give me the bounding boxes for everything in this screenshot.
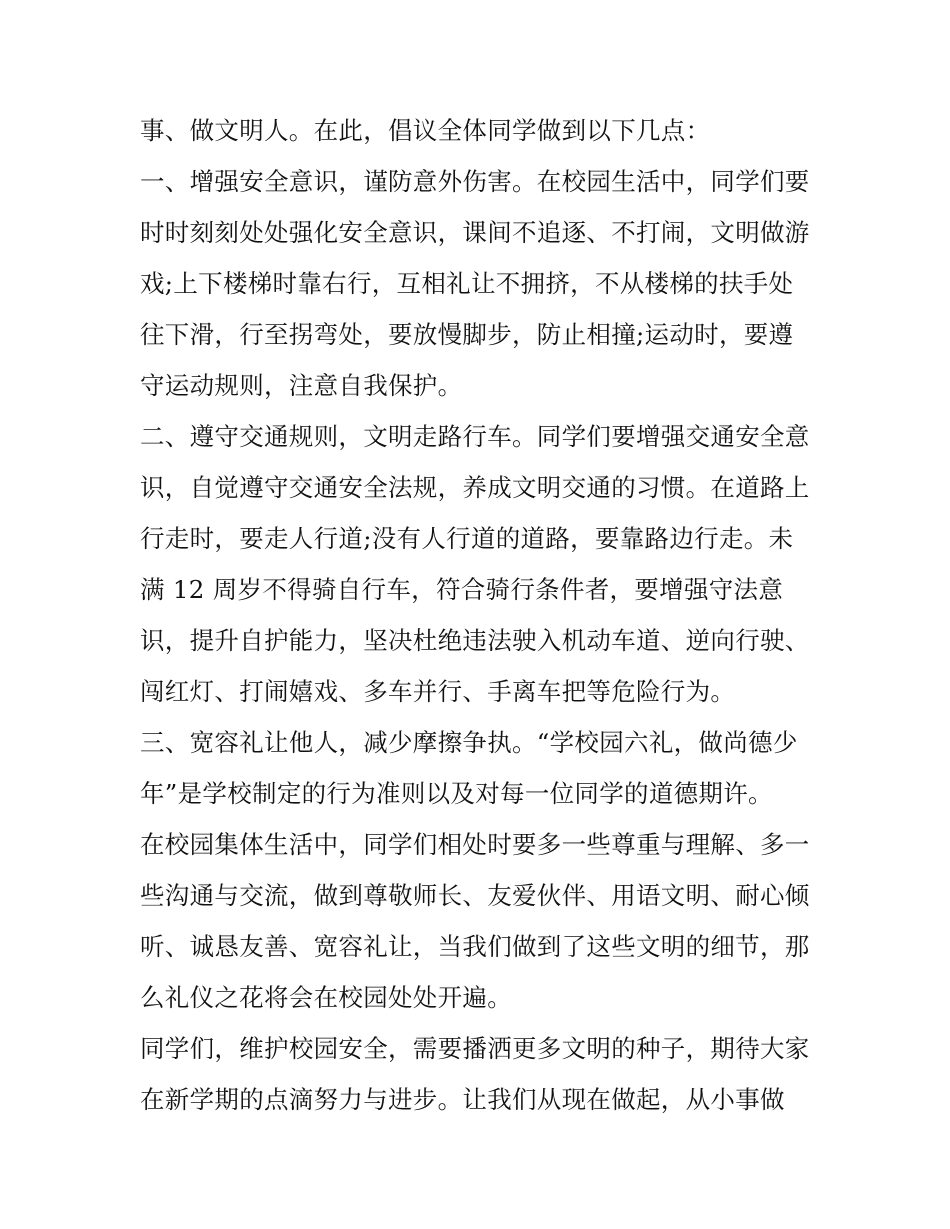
text-line: 三、宽容礼让他人，减少摩擦争执。“学校园六礼，做尚德少 <box>140 728 798 757</box>
text-line: 些沟通与交流，做到尊敬师长、友爱伙伴、用语文明、耐心倾 <box>140 881 810 910</box>
text-line: 一、增强安全意识，谨防意外伤害。在校园生活中，同学们要 <box>140 167 810 196</box>
text-line: 在新学期的点滴努力与进步。让我们从现在做起，从小事做 <box>140 1085 785 1114</box>
text-line: 满 12 周岁不得骑自行车，符合骑行条件者，要增强守法意 <box>140 575 784 604</box>
text-line: 在校园集体生活中，同学们相处时要多一些尊重与理解、多一 <box>140 830 810 859</box>
body-text <box>140 105 830 1125</box>
text-line: 行走时，要走人行道;没有人行道的道路，要靠路边行走。未 <box>140 524 794 553</box>
text-line: 年”是学校制定的行为准则以及对每一位同学的道德期许。 <box>140 779 773 808</box>
text-line: 时时刻刻处处强化安全意识，课间不追逐、不打闹，文明做游 <box>140 218 810 247</box>
text-line: 守运动规则，注意自我保护。 <box>140 371 463 400</box>
text-line: 同学们，维护校园安全，需要播洒更多文明的种子，期待大家 <box>140 1034 810 1063</box>
text-line: 戏;上下楼梯时靠右行，互相礼让不拥挤，不从楼梯的扶手处 <box>140 269 794 298</box>
text-line: 闯红灯、打闹嬉戏、多车并行、手离车把等危险行为。 <box>140 677 736 706</box>
text-line: 么礼仪之花将会在校园处处开遍。 <box>140 983 512 1012</box>
text-line: 往下滑，行至拐弯处，要放慢脚步，防止相撞;运动时，要遵 <box>140 320 794 349</box>
text-line: 二、遵守交通规则，文明走路行车。同学们要增强交通安全意 <box>140 422 810 451</box>
text-line: 识，自觉遵守交通安全法规，养成文明交通的习惯。在道路上 <box>140 473 810 502</box>
text-line: 听、诚恳友善、宽容礼让，当我们做到了这些文明的细节，那 <box>140 932 810 961</box>
text-line: 识，提升自护能力，坚决杜绝违法驶入机动车道、逆向行驶、 <box>140 626 810 655</box>
text-line: 事、做文明人。在此，倡议全体同学做到以下几点： <box>140 116 711 145</box>
